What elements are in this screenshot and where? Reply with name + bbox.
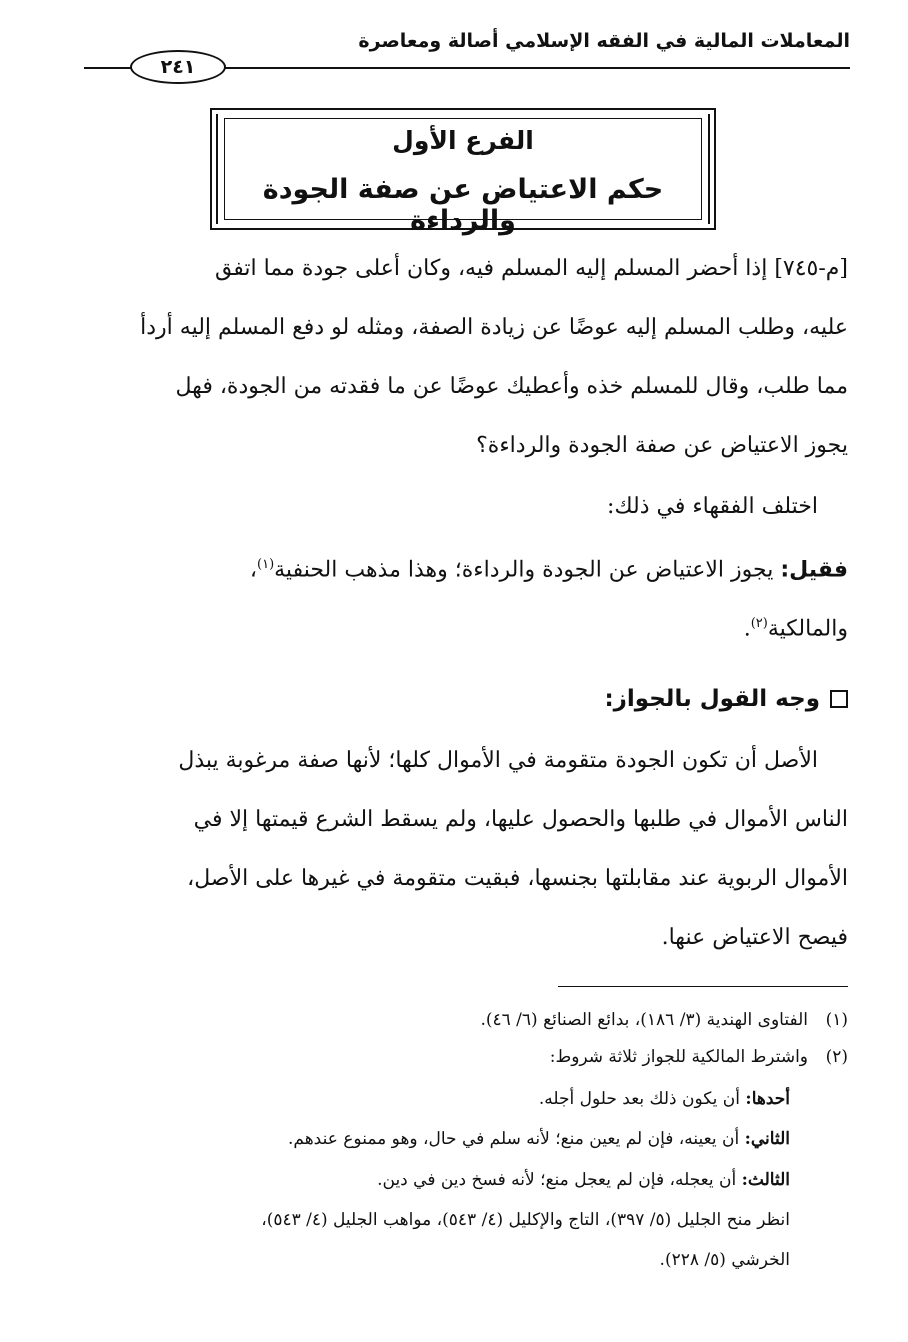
condition-lead: الثالث: <box>741 1170 790 1190</box>
opinion-lead: فقيل: <box>780 557 848 583</box>
footnote-text: الفتاوى الهندية (٣/ ١٨٦)، بدائع الصنائع (٦/ ٤٦). <box>480 1010 808 1030</box>
section-heading-text: وجه القول بالجواز: <box>604 686 820 712</box>
condition-lead: أحدها: <box>745 1089 790 1109</box>
condition-3 <box>377 1170 790 1190</box>
condition-lead: الثاني: <box>744 1129 790 1149</box>
footnote-ref[interactable]: (٢) <box>750 616 768 631</box>
paragraph-line: مما طلب، وقال للمسلم خذه وأعطيك عوضًا عن ما فقدته من الجودة، فهل <box>175 374 848 399</box>
footnote-rule <box>558 986 848 987</box>
paragraph-line: الناس الأموال في طلبها والحصول عليها، ولم يسقط الشرع قيمتها إلا في <box>193 807 848 832</box>
condition-text: أن يعينه، فإن لم يعين منع؛ لأنه سلم في حال، وهو ممنوع عندهم. <box>288 1129 745 1149</box>
paragraph-line <box>744 616 848 641</box>
footnote-ref[interactable]: (١) <box>257 557 275 572</box>
paragraph-line: عليه، وطلب المسلم إليه عوضًا عن زيادة الصفة، ومثله لو دفع المسلم إليه أردأ <box>140 315 848 340</box>
paragraph-line: فيصح الاعتياض عنها. <box>661 925 848 950</box>
paragraph-line: اختلف الفقهاء في ذلك: <box>607 494 818 519</box>
references-line: الخرشي (٥/ ٢٢٨). <box>659 1250 790 1270</box>
footnote-number: (٢) <box>825 1047 848 1067</box>
paragraph-line: الأموال الربوية عند مقابلتها بجنسها، فبقيت متقومة في غيرها على الأصل، <box>187 866 848 891</box>
opinion-text: يجوز الاعتياض عن الجودة والرداءة؛ وهذا مذهب الحنفية <box>274 557 781 583</box>
opinion-text: والمالكية <box>767 616 848 642</box>
square-bullet-icon <box>830 690 848 708</box>
paragraph-line: الأصل أن تكون الجودة متقومة في الأموال كلها؛ لأنها صفة مرغوبة يبذل <box>178 748 818 773</box>
punctuation: . <box>743 616 751 642</box>
section-heading <box>604 686 848 712</box>
paragraph-line <box>250 557 848 582</box>
branch-title: الفرع الأول <box>392 126 534 155</box>
punctuation: ، <box>249 557 257 583</box>
condition-1 <box>539 1089 790 1109</box>
page-number: ٢٤١ <box>130 50 226 84</box>
condition-text: أن يكون ذلك بعد حلول أجله. <box>538 1089 746 1109</box>
condition-2 <box>288 1129 790 1149</box>
paragraph-line: يجوز الاعتياض عن صفة الجودة والرداءة؟ <box>476 433 848 458</box>
footnote-1 <box>480 1010 848 1030</box>
branch-subtitle: حكم الاعتياض عن صفة الجودة والرداءة <box>262 174 664 236</box>
references-line: انظر منح الجليل (٥/ ٣٩٧)، التاج والإكليل (٤/ ٥٤٣)، مواهب الجليل (٤/ ٥٤٣)، <box>261 1210 790 1230</box>
running-title: المعاملات المالية في الفقه الإسلامي أصالة ومعاصرة <box>358 30 850 52</box>
paragraph-line: [م-٧٤٥] إذا أحضر المسلم إليه المسلم فيه، وكان أعلى جودة مما اتفق <box>214 256 848 281</box>
footnote-text: واشترط المالكية للجواز ثلاثة شروط: <box>549 1047 808 1067</box>
condition-text: أن يعجله، فإن لم يعجل منع؛ لأنه فسخ دين في دين. <box>377 1170 742 1190</box>
footnote-2 <box>550 1047 848 1067</box>
footnote-number: (١) <box>825 1010 848 1030</box>
